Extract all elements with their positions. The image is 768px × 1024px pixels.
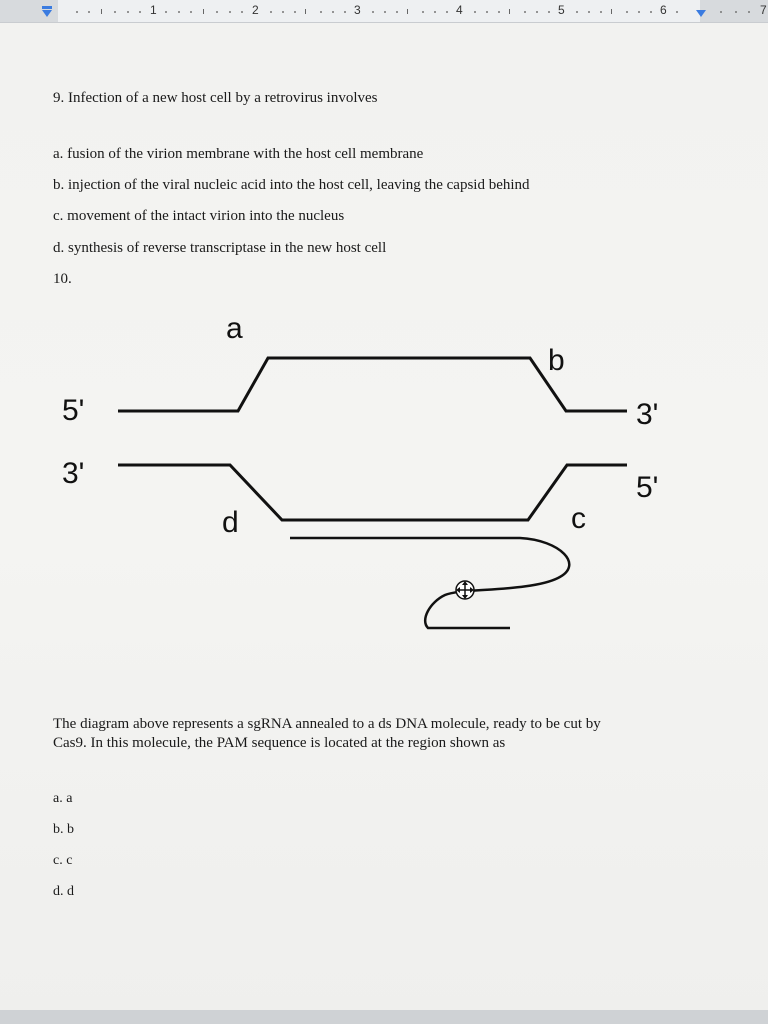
sgrna-strand (290, 538, 569, 628)
bottom-strand-right-end-label: 5' (636, 471, 659, 504)
question-10-number: 10. (53, 271, 72, 287)
dna-bottom-strand (118, 465, 627, 520)
question-9-option-d: d. synthesis of reverse transcriptase in the new host cell (53, 240, 387, 256)
bottom-strand-left-end-label: 3' (62, 457, 85, 490)
question-10-option-c: c. c (53, 853, 73, 868)
ruler-number: 3 (354, 3, 361, 17)
ruler-number: 4 (456, 3, 463, 17)
region-label-d: d (222, 506, 239, 539)
page-bottom-edge (0, 1010, 768, 1024)
move-handle-icon[interactable] (456, 581, 474, 599)
ruler-number: 2 (252, 3, 259, 17)
question-9-prompt: 9. Infection of a new host cell by a retrovirus involves (53, 90, 378, 106)
question-9-option-c: c. movement of the intact virion into the nucleus (53, 208, 345, 224)
question-10-option-b: b. b (53, 822, 74, 837)
ruler-number: 1 (150, 3, 157, 17)
top-strand-right-end-label: 3' (636, 398, 659, 431)
ruler-number: 5 (558, 3, 565, 17)
top-strand-left-end-label: 5' (62, 394, 85, 427)
question-10-stem (53, 715, 683, 753)
question-10-stem-line-1: The diagram above represents a sgRNA annealed to a ds DNA molecule, ready to be cut by (53, 716, 601, 732)
question-10-stem-line-2: Cas9. In this molecule, the PAM sequence is located at the region shown as (53, 735, 506, 751)
region-label-b: b (548, 344, 565, 377)
region-label-c: c (571, 502, 586, 535)
region-label-a: a (226, 312, 243, 345)
question-9-option-b: b. injection of the viral nucleic acid into the host cell, leaving the capsid behind (53, 177, 530, 193)
ruler-number: 7 (760, 3, 767, 17)
question-9-option-a: a. fusion of the virion membrane with the host cell membrane (53, 146, 424, 162)
ruler-number: 6 (660, 3, 667, 17)
question-10-option-d: d. d (53, 884, 74, 899)
question-10-option-a: a. a (53, 791, 73, 806)
